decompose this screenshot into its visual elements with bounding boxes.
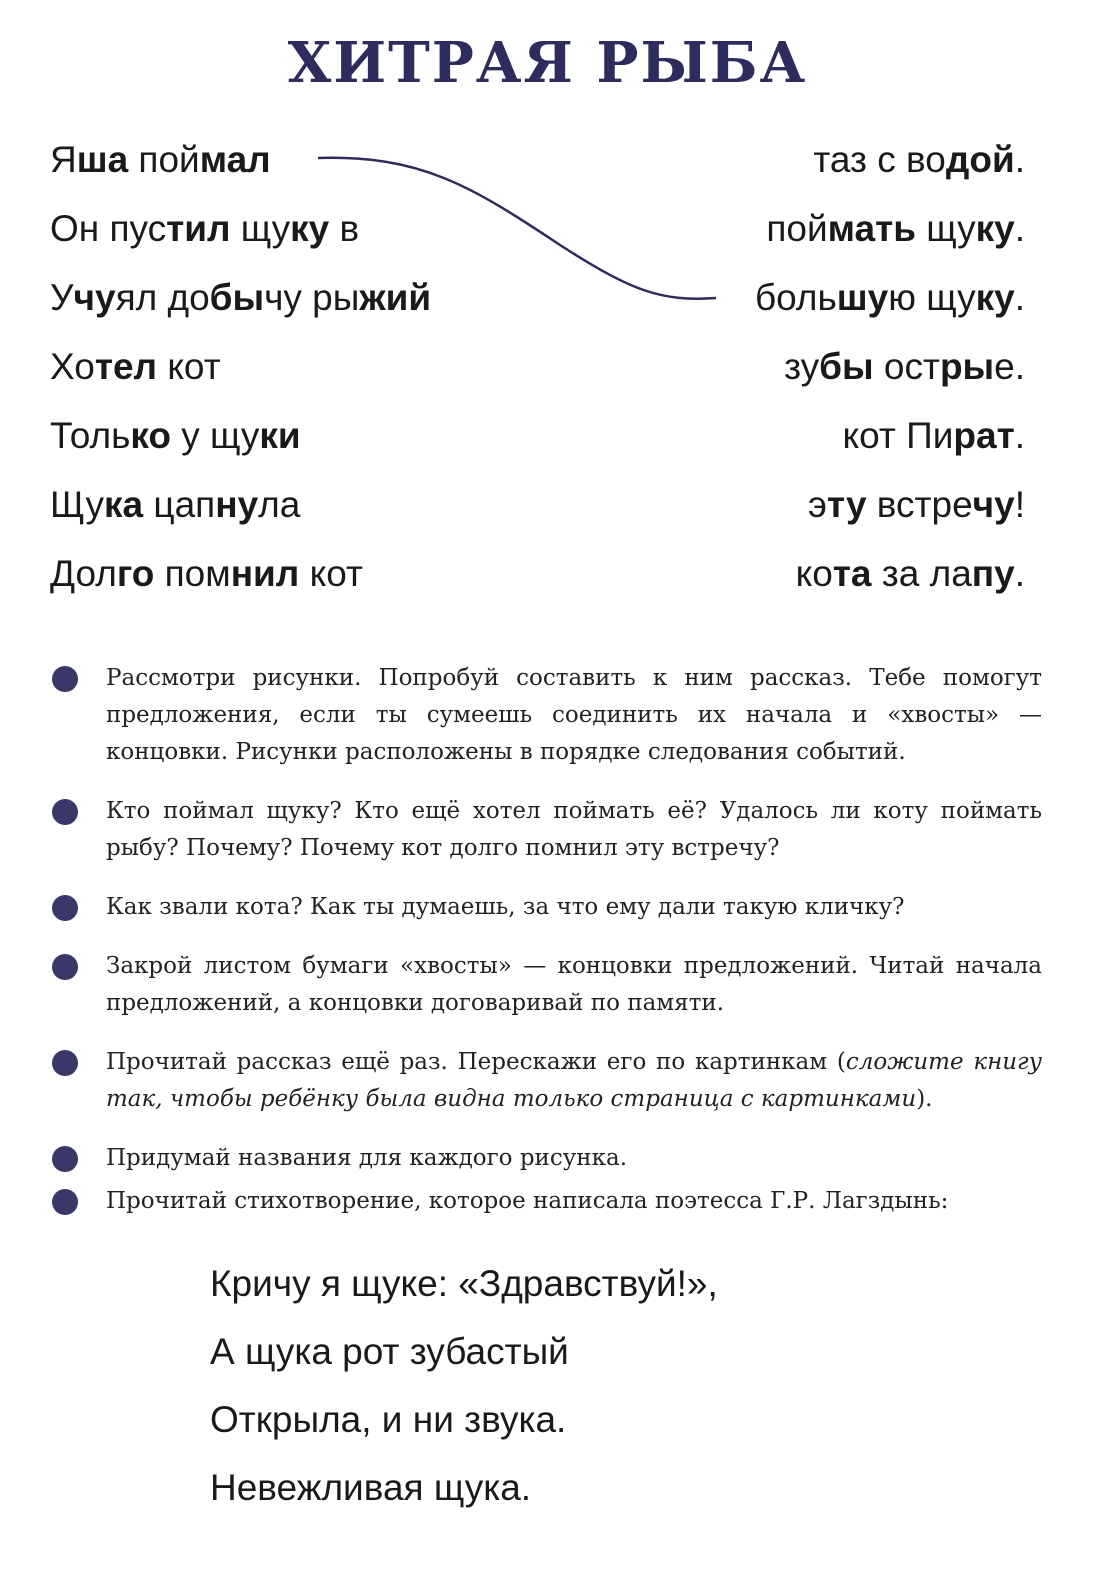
task-text: сложите книгу так, чтобы ребёнку была видна только страница с картинками xyxy=(106,1049,1042,1112)
bullet-icon xyxy=(52,666,78,692)
sentence-ending-segment: таз с во xyxy=(813,139,946,180)
sentence-beginning-segment: у щу xyxy=(170,415,260,456)
task-item xyxy=(52,1140,1042,1177)
sentence-ending-2 xyxy=(766,207,1025,251)
sentence-ending-segment: ту xyxy=(826,484,867,525)
sentence-beginning-segment: ко xyxy=(130,415,171,456)
sentence-beginning-segment: мал xyxy=(199,139,271,180)
sentence-ending-segment: э xyxy=(808,484,827,525)
task-item xyxy=(52,660,1042,771)
task-text: Прочитай стихотворение, которое написала поэтесса Г.Р. Лагздынь: xyxy=(106,1188,949,1214)
sentence-ending-segment: ку xyxy=(975,277,1015,318)
sentence-ending-segment: ост xyxy=(873,346,940,387)
page-title: ХИТРАЯ РЫБА xyxy=(287,30,808,96)
task-item xyxy=(52,1183,1042,1220)
sentence-beginning-3 xyxy=(50,276,431,320)
bullet-icon xyxy=(52,799,78,825)
sentence-ending-segment: ры xyxy=(939,346,995,387)
sentence-ending-6 xyxy=(808,483,1025,527)
poem-line: Открыла, и ни звука. xyxy=(210,1399,567,1440)
sentence-beginning-segment: ка xyxy=(104,484,144,525)
sentence-beginning-segment: Он пус xyxy=(50,208,167,249)
sentence-ending-segment: пу xyxy=(971,553,1015,594)
sentence-beginning-segment: кот xyxy=(299,553,363,594)
sentence-ending-segment: ку xyxy=(975,208,1015,249)
sentence-ending-segment: . xyxy=(1014,139,1025,180)
sentence-beginning-segment: Я xyxy=(50,139,77,180)
task-text: Как звали кота? Как ты думаешь, за что ему дали такую кличку? xyxy=(106,894,905,920)
sentence-beginning-segment: бы xyxy=(209,277,265,318)
sentence-beginning-segment: щу xyxy=(230,208,291,249)
sentence-ending-segment: встре xyxy=(866,484,973,525)
sentence-beginning-segment: У xyxy=(50,277,74,318)
sentence-ending-segment: . xyxy=(1014,415,1025,456)
bullet-icon xyxy=(52,1050,78,1076)
sentence-ending-segment: ко xyxy=(795,553,833,594)
task-text: Закрой листом бумаги «хвосты» — концовки предложений. Читай начала предложений, а концовки договаривай по памяти. xyxy=(106,953,1042,1016)
sentence-ending-segment: рат xyxy=(953,415,1015,456)
sentence-ending-segment: пой xyxy=(766,208,828,249)
sentence-beginning-segment: ял до xyxy=(115,277,210,318)
sentence-ending-4 xyxy=(784,345,1025,389)
task-item xyxy=(52,793,1042,867)
sentence-ending-segment: е. xyxy=(994,346,1025,387)
sentence-beginning-segment: тел xyxy=(94,346,158,387)
sentence-ending-7 xyxy=(796,552,1025,596)
sentence-ending-segment: шу xyxy=(836,277,889,318)
sentence-ending-5 xyxy=(843,414,1025,458)
task-text: Придумай названия для каждого рисунка. xyxy=(106,1145,628,1171)
sentence-ending-segment: за ла xyxy=(871,553,972,594)
task-text: Кто поймал щуку? Кто ещё хотел поймать её? Удалось ли коту поймать рыбу? Почему? Почему кот долго помнил эту встречу? xyxy=(106,798,1042,861)
sentence-ending-segment: . xyxy=(1014,277,1025,318)
sentence-ending-segment: бы xyxy=(819,346,874,387)
sentence-beginning-segment: жий xyxy=(359,277,432,318)
sentence-ending-segment: щу xyxy=(915,208,976,249)
sentence-beginning-segment: тил xyxy=(166,208,231,249)
sentence-beginning-segment: ла xyxy=(258,484,301,525)
task-text: ). xyxy=(916,1086,933,1112)
task-list xyxy=(52,660,1042,1220)
sentence-beginning-segment: кот xyxy=(157,346,221,387)
sentence-beginning-segment: чу xyxy=(73,277,116,318)
poem-line: А щука рот зубастый xyxy=(210,1331,569,1372)
task-item xyxy=(52,1044,1042,1118)
sentence-beginning-segment: ки xyxy=(259,415,301,456)
sentence-beginning-segment: в xyxy=(329,208,360,249)
sentence-ending-segment: чу xyxy=(972,484,1015,525)
sentence-beginning-5 xyxy=(50,414,301,458)
sentence-beginning-6 xyxy=(50,483,300,527)
bullet-icon xyxy=(52,895,78,921)
poem-line: Кричу я щуке: «Здравствуй!», xyxy=(210,1263,718,1304)
task-item xyxy=(52,948,1042,1022)
sentence-ending-segment: мать xyxy=(827,208,916,249)
poem-line: Невежливая щука. xyxy=(210,1467,532,1508)
sentence-beginning-segment: пой xyxy=(128,139,200,180)
sentence-beginning-segment: пом xyxy=(154,553,231,594)
sentence-ending-segment: ! xyxy=(1014,484,1025,525)
sentence-beginning-7 xyxy=(50,552,363,596)
bullet-icon xyxy=(52,954,78,980)
sentence-ending-segment: дой xyxy=(945,139,1015,180)
sentence-beginning-segment: Щу xyxy=(50,484,105,525)
sentence-ending-segment: . xyxy=(1014,208,1025,249)
sentence-ending-segment: ю щу xyxy=(888,277,976,318)
sentence-beginning-segment: го xyxy=(116,553,155,594)
sentence-beginning-4 xyxy=(50,345,221,389)
bullet-icon xyxy=(52,1146,78,1172)
sentence-ending-segment: зу xyxy=(784,346,820,387)
sentence-beginning-segment: ку xyxy=(290,208,330,249)
sentence-beginning-segment: Толь xyxy=(50,415,131,456)
sentence-beginning-segment: Хо xyxy=(50,346,95,387)
sentence-ending-1 xyxy=(813,138,1025,182)
poem xyxy=(210,1250,718,1522)
sentence-beginning-2 xyxy=(50,207,359,251)
task-item xyxy=(52,889,1042,926)
task-text: Рассмотри рисунки. Попробуй составить к ним рассказ. Тебе помогут предложения, если ты сумеешь соединить их начала и «хвосты» — концовки. Рисунки расположены в порядке следования событий. xyxy=(106,665,1042,765)
sentence-ending-segment: . xyxy=(1014,553,1025,594)
sentence-beginning-segment: ну xyxy=(215,484,259,525)
sentence-beginning-segment: нил xyxy=(230,553,300,594)
sentence-ending-segment: та xyxy=(832,553,872,594)
bullet-icon xyxy=(52,1189,78,1215)
sentence-beginning-segment: ша xyxy=(76,139,129,180)
task-text: Прочитай рассказ ещё раз. Перескажи его по картинкам ( xyxy=(106,1049,846,1075)
sentence-beginning-segment: Дол xyxy=(50,553,117,594)
sentence-ending-segment: боль xyxy=(754,277,837,318)
sentence-beginning-segment: цап xyxy=(143,484,216,525)
sentence-ending-segment: кот Пи xyxy=(842,415,954,456)
sentence-beginning-1 xyxy=(50,138,271,182)
sentence-ending-3 xyxy=(755,276,1025,320)
sentence-beginning-segment: чу ры xyxy=(264,277,360,318)
